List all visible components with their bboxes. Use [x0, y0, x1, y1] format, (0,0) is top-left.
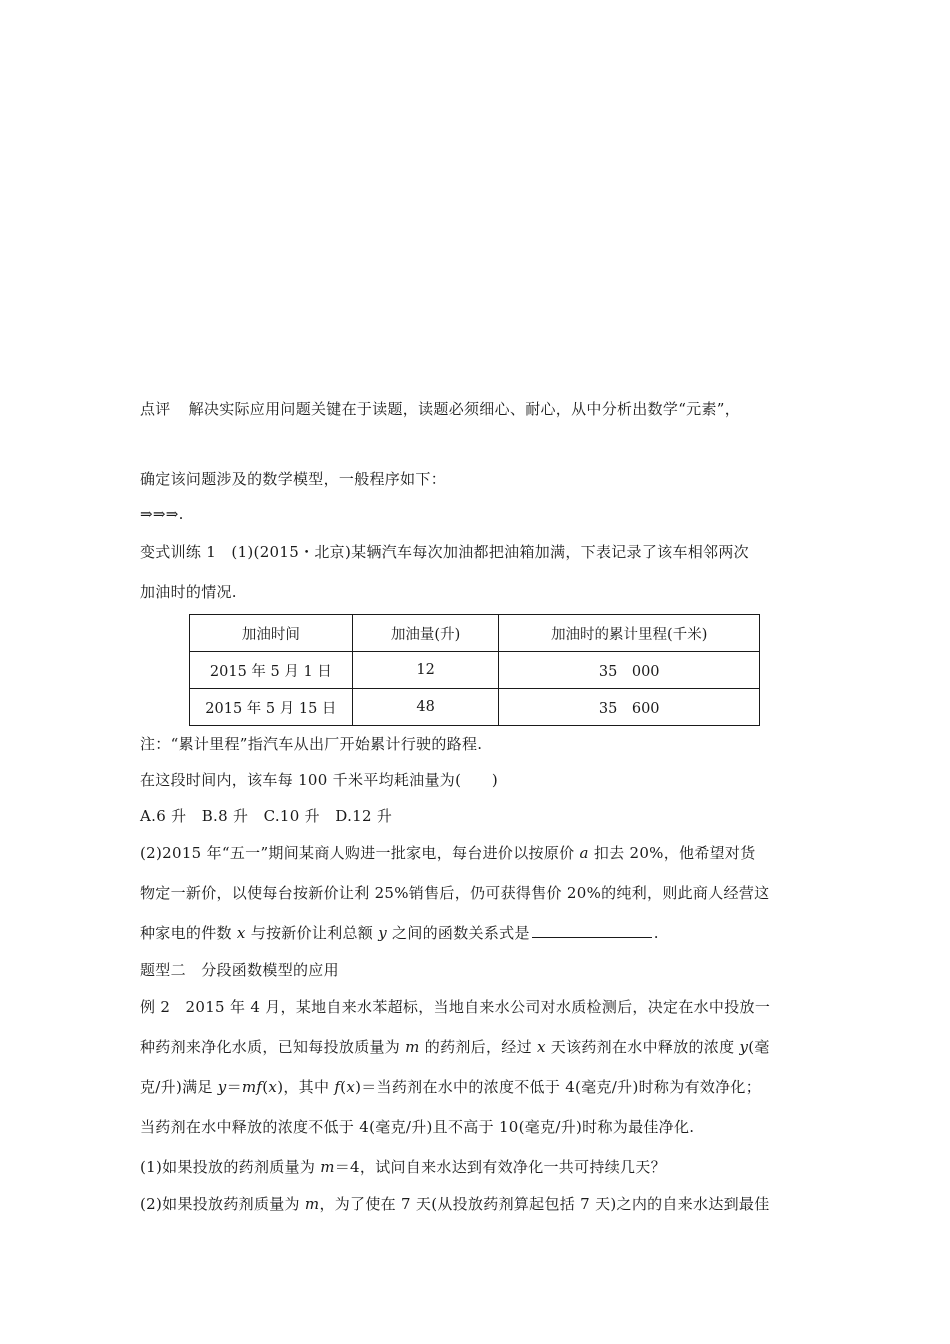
example2-line-4: 当药剂在水中释放的浓度不低于 4(毫克/升)且不高于 10(毫克/升)时称为最佳净化. — [140, 1118, 695, 1136]
table-note: 注：“累计里程”指汽车从出厂开始累计行驶的路程. — [140, 735, 483, 753]
question-1: 在这段时间内，该车每 100 千米平均耗油量为( ) — [140, 771, 498, 789]
part2-line-1 — [140, 842, 756, 863]
formula-mf: mf — [241, 1078, 263, 1096]
variable-m: m — [320, 1158, 335, 1176]
table-header-cell: 加油时间 — [190, 615, 353, 652]
example2-question-2 — [140, 1193, 770, 1214]
table-cell: 35 000 — [499, 652, 760, 689]
variable-m: m — [405, 1038, 420, 1056]
text-segment: 克/升)满足 — [140, 1078, 218, 1096]
formula-x: x — [346, 1078, 356, 1096]
part2-line-2: 物定一新价，以使每台按新价让利 25%销售后，仍可获得售价 20%的纯利，则此商人经营这 — [140, 884, 770, 902]
variable-y: y — [378, 924, 387, 942]
table-header-row — [190, 615, 760, 652]
text-segment: 的药剂后，经过 — [419, 1038, 537, 1056]
comment-line-2: 确定该问题涉及的数学模型，一般程序如下： — [140, 470, 447, 488]
table-row — [190, 689, 760, 726]
table-row — [190, 652, 760, 689]
text-segment: . — [653, 924, 659, 942]
part2-line-3 — [140, 922, 659, 943]
comment-text-1: 解决实际应用问题关键在于读题，读题必须细心、耐心，从中分析出数学“元素”， — [188, 400, 741, 418]
text-segment: 扣去 20%，他希望对货 — [588, 844, 756, 862]
example2-question-1 — [140, 1156, 666, 1177]
exercise1-line-1: 变式训练 1 (1)(2015・北京)某辆汽车每次加油都把油箱加满，下表记录了该车相邻两次 — [140, 543, 749, 561]
variable-y: y — [739, 1038, 749, 1056]
comment-label: 点评 — [140, 400, 171, 418]
text-segment: ，为了使在 7 天(从投放药剂算起包括 7 天)之内的自来水达到最佳 — [319, 1195, 770, 1213]
variable-a: a — [579, 844, 589, 862]
text-segment: ( — [262, 1078, 269, 1096]
table-header-cell: 加油时的累计里程(千米) — [499, 615, 760, 652]
example2-line-3 — [140, 1076, 761, 1097]
table-cell: 12 — [352, 652, 499, 689]
formula-x: x — [268, 1078, 278, 1096]
section-heading: 题型二 分段函数模型的应用 — [140, 961, 339, 979]
formula-f: f — [334, 1078, 341, 1096]
text-segment: )，其中 — [277, 1078, 335, 1096]
answer-options: A.6 升 B.8 升 C.10 升 D.12 升 — [140, 807, 393, 825]
text-segment: ( — [340, 1078, 347, 1096]
table-cell: 2015 年 5 月 1 日 — [190, 652, 353, 689]
text-segment: (2)如果投放药剂质量为 — [140, 1195, 305, 1213]
text-segment: (毫 — [748, 1038, 770, 1056]
table-header-cell: 加油量(升) — [352, 615, 499, 652]
formula-y: y — [217, 1078, 227, 1096]
fuel-record-table — [189, 614, 760, 726]
text-segment: (2)2015 年“五一”期间某商人购进一批家电，每台进价以按原价 — [140, 844, 580, 862]
variable-x: x — [236, 924, 246, 942]
text-segment: 与按新价让利总额 — [245, 924, 379, 942]
table-cell: 35 600 — [499, 689, 760, 726]
text-segment: 天该药剂在水中释放的浓度 — [545, 1038, 740, 1056]
answer-blank[interactable] — [532, 925, 652, 938]
text-segment: 之间的函数关系式是 — [386, 924, 530, 942]
exercise1-line-2: 加油时的情况. — [140, 583, 237, 601]
table-cell: 2015 年 5 月 15 日 — [190, 689, 353, 726]
text-segment: 种药剂来净化水质，已知每投放质量为 — [140, 1038, 406, 1056]
comment-arrows: ⇒⇒⇒. — [140, 505, 184, 523]
comment-line-1 — [140, 398, 740, 419]
text-segment: 种家电的件数 — [140, 924, 237, 942]
example2-line-2 — [140, 1036, 770, 1057]
variable-x: x — [536, 1038, 546, 1056]
table-cell: 48 — [352, 689, 499, 726]
text-segment: )＝当药剂在水中的浓度不低于 4(毫克/升)时称为有效净化； — [355, 1078, 762, 1096]
text-segment: ＝ — [226, 1078, 242, 1096]
variable-m: m — [304, 1195, 320, 1213]
example2-line-1: 例 2 2015 年 4 月，某地自来水苯超标，当地自来水公司对水质检测后，决定在水中投放一 — [140, 998, 771, 1016]
text-segment: ＝4，试问自来水达到有效净化一共可持续几天？ — [334, 1158, 666, 1176]
text-segment: (1)如果投放的药剂质量为 — [140, 1158, 321, 1176]
